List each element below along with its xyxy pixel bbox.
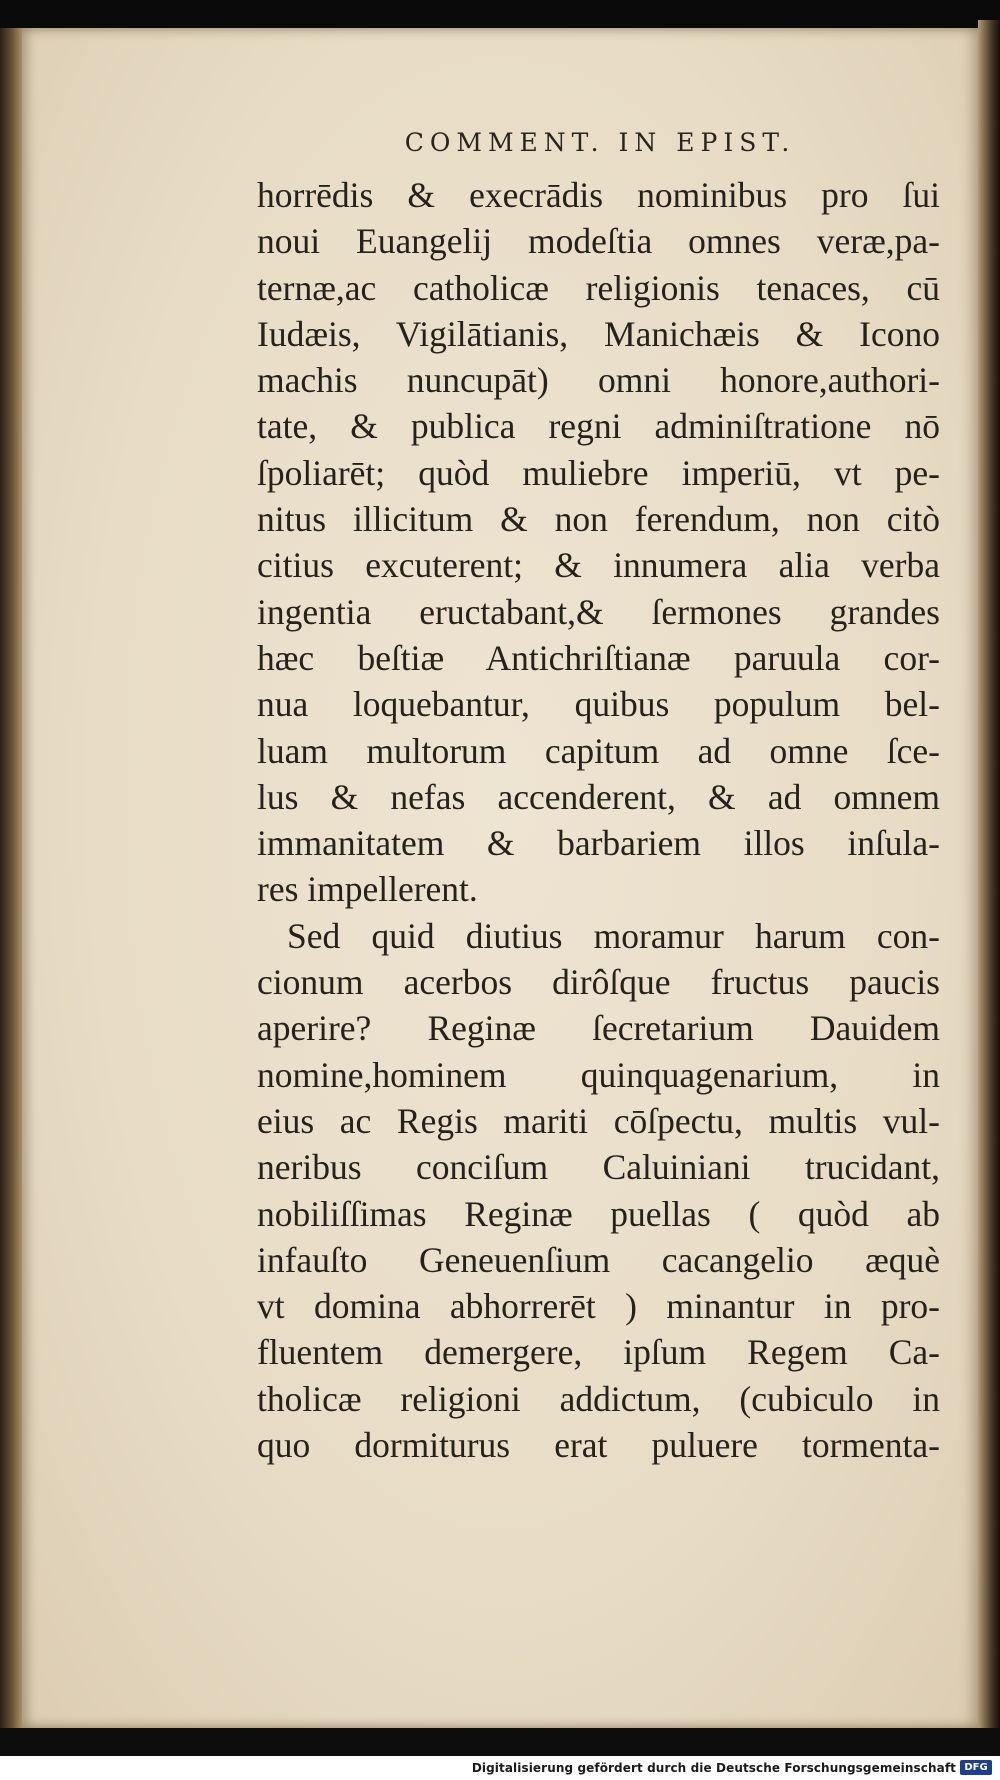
text-line: nitus illicitum & non ferendum, non citò bbox=[257, 499, 940, 540]
text-line: tate, & publica regni adminiſtratione nō bbox=[257, 406, 940, 447]
text-line: luam multorum capitum ad omne ſce- bbox=[257, 730, 940, 771]
text-line: ternæ,ac catholicæ religionis tenaces, cū bbox=[257, 267, 940, 308]
text-line: nomine,hominem quinquagenarium, in bbox=[257, 1054, 940, 1095]
text-line: citius excuterent; & innumera alia verba bbox=[257, 545, 940, 586]
page-spine-edge bbox=[0, 28, 22, 1728]
text-line-paragraph-end: res impellerent. bbox=[257, 869, 478, 910]
text-line: nobiliſſimas Reginæ puellas ( quòd ab bbox=[257, 1193, 940, 1234]
text-line: ſpoliarēt; quòd muliebre imperiū, vt pe- bbox=[257, 452, 940, 493]
text-line: noui Euangelij modeſtia omnes veræ,pa- bbox=[257, 221, 940, 262]
text-line: machis nuncupāt) omni honore,authori- bbox=[257, 360, 940, 401]
scan-border-top bbox=[0, 0, 1000, 28]
text-line: vt domina abhorrerēt ) minantur in pro- bbox=[257, 1286, 940, 1327]
text-line-paragraph-start: Sed quid diutius moramur harum con- bbox=[287, 915, 940, 956]
funding-credit: Digitalisierung gefördert durch die Deutsche Forschungsgemeinschaft bbox=[471, 1761, 956, 1775]
text-line: aperire? Reginæ ſecretarium Dauidem bbox=[257, 1008, 940, 1049]
scan-border-bottom bbox=[0, 1728, 1000, 1756]
text-line: neribus conciſum Caluiniani trucidant, bbox=[257, 1147, 940, 1188]
text-line: immanitatem & barbariem illos inſula- bbox=[257, 823, 940, 864]
footer-bar bbox=[0, 1756, 1000, 1780]
text-line: infauſto Geneuenſium cacangelio æquè bbox=[257, 1239, 940, 1280]
text-line: cionum acerbos dirôſque fructus paucis bbox=[257, 962, 940, 1003]
text-line: quo dormiturus erat puluere tormenta- bbox=[257, 1425, 940, 1466]
text-line: fluentem demergere, ipſum Regem Ca- bbox=[257, 1332, 940, 1373]
running-head: COMMENT. IN EPIST. bbox=[404, 128, 796, 157]
dfg-logo-icon: DFG bbox=[960, 1760, 992, 1775]
text-line: Iudæis, Vigilātianis, Manichæis & Icono bbox=[257, 313, 940, 354]
body-text bbox=[257, 172, 940, 1468]
text-line: tholicæ religioni addictum, (cubiculo in bbox=[257, 1378, 940, 1419]
text-line: eius ac Regis mariti cōſpectu, multis vul- bbox=[257, 1100, 940, 1141]
text-line: ingentia eructabant,& ſermones grandes bbox=[257, 591, 940, 632]
text-line: horrēdis & execrādis nominibus pro ſui bbox=[257, 175, 940, 215]
text-line: nua loquebantur, quibus populum bel- bbox=[257, 684, 940, 725]
page-right-edge bbox=[978, 20, 1000, 1740]
text-line: lus & nefas accenderent, & ad omnem bbox=[257, 776, 940, 817]
text-line: hæc beſtiæ Antichriſtianæ paruula cor- bbox=[257, 637, 940, 678]
